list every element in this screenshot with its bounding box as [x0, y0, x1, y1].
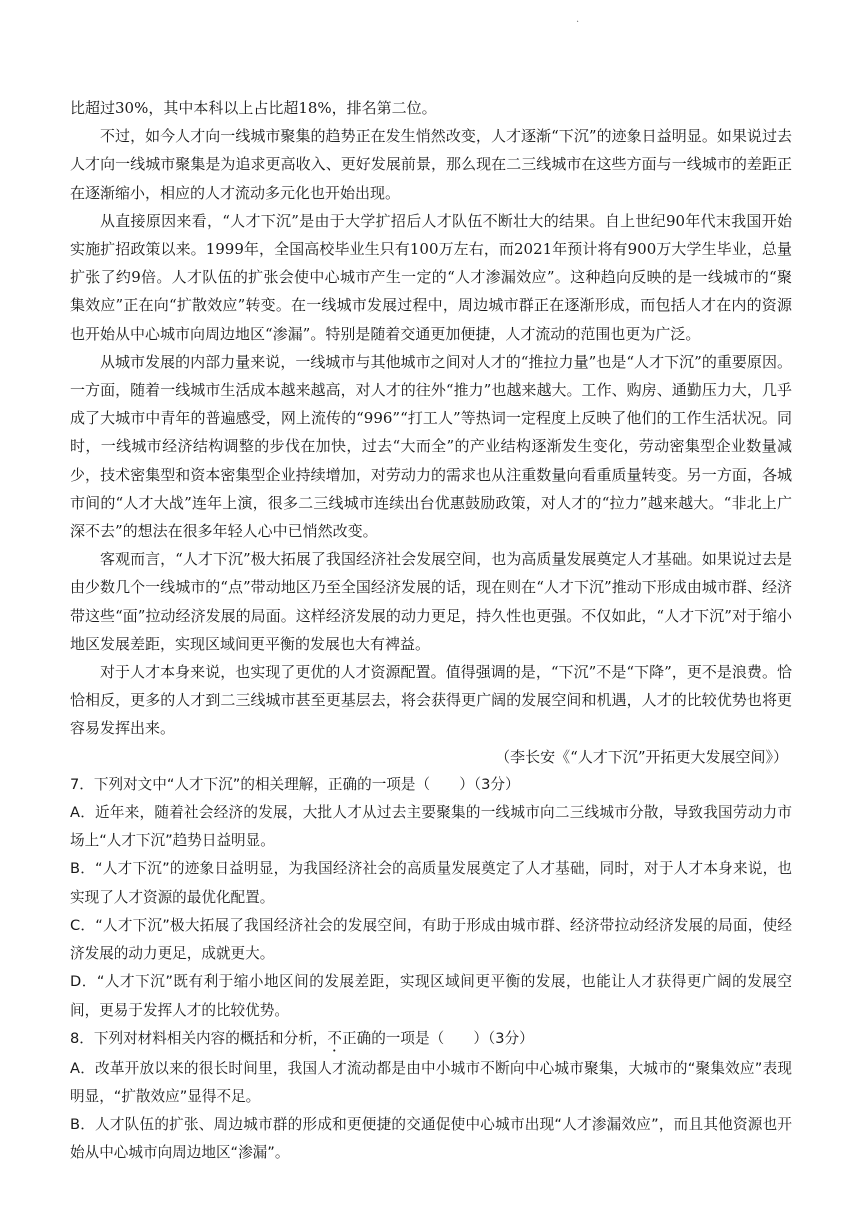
- question-8-stem-pre: 8．下列对材料相关内容的概括和分析，: [70, 1029, 328, 1047]
- question-7-option-a: A．近年来，随着社会经济的发展，大批人才从过去主要聚集的一线城市向二三线城市分散，导致我国劳动力市场上“人才下沉”趋势日益明显。: [70, 804, 792, 850]
- question-7-option-b: B．“人才下沉”的迹象日益明显，为我国经济社会的高质量发展奠定了人才基础，同时，对于人才本身来说，也实现了人才资源的最优化配置。: [70, 860, 792, 906]
- question-8: [70, 1025, 792, 1168]
- question-8-option-b: B．人才队伍的扩张、周边城市群的形成和更便捷的交通促使中心城市出现“人才渗漏效应”，而且其他资源也开始从中心城市向周边地区“渗漏”。: [70, 1116, 792, 1162]
- question-7-stem: 7．下列对文中“人才下沉”的相关理解，正确的一项是（ ）（3分）: [70, 775, 520, 793]
- question-8-emphasis-mark: 不: [327, 1029, 342, 1047]
- question-8-stem-post: 正确的一项是（ ）（3分）: [342, 1029, 534, 1047]
- question-7-option-c: C．“人才下沉”极大拓展了我国经济社会的发展空间，有助于形成由城市群、经济带拉动经济发展的局面，使经济发展的动力更足，成就更大。: [70, 916, 792, 963]
- passage-paragraph-4: 客观而言，“人才下沉”极大拓展了我国经济社会发展空间，也为高质量发展奠定人才基础。如果说过去是由少数几个一线城市的“点”带动地区乃至全国经济发展的话，现在则在“人才下沉”推动下形成由城市群、经济带这些“面”拉动经济发展的局面。这样经济发展的动力更足，持久性也更强。不仅如此，“人才下沉”对于缩小地区发展差距，实现区域间更平衡的发展也大有裨益。: [70, 550, 792, 653]
- page-header-mark: .: [576, 14, 580, 25]
- passage-paragraph-1: 不过，如今人才向一线城市聚集的趋势正在发生悄然改变，人才逐渐“下沉”的迹象日益明显。如果说过去人才向一线城市聚集是为追求更高收入、更好发展前景，那么现在二三线城市在这些方面与一线城市的差距正在逐渐缩小，相应的人才流动多元化也开始出现。: [70, 127, 792, 202]
- question-8-option-a: A．改革开放以来的很长时间里，我国人才流动都是由中小城市不断向中心城市聚集，大城市的“聚集效应”表现明显，“扩散效应”显得不足。: [70, 1059, 792, 1105]
- question-7-option-d: D．“人才下沉”既有利于缩小地区间的发展差距，实现区域间更平衡的发展，也能让人才获得更广阔的发展空间，更易于发挥人才的比较优势。: [70, 973, 792, 1019]
- passage-paragraph-5: 对于人才本身来说，也实现了更优的人才资源配置。值得强调的是，“下沉”不是“下降”，更不是浪费。恰恰相反，更多的人才到二三线城市甚至更基层去，将会获得更广阔的发展空间和机遇，人才的比较优势也将更容易发挥出来。: [70, 663, 792, 738]
- passage-source: （李长安《“人才下沉”开拓更大发展空间》）: [495, 747, 788, 766]
- passage-paragraph-2: 从直接原因来看，“人才下沉”是由于大学扩招后人才队伍不断壮大的结果。自上世纪90年代末我国开始实施扩招政策以来。1999年，全国高校毕业生只有100万左右，而2021年预计将有900万大学生毕业，总量扩张了约9倍。人才队伍的扩张会使中心城市产生一定的“人才渗漏效应”。这种趋向反映的是一线城市的“聚集效应”正在向“扩散效应”转变。在一线城市发展过程中，周边城市群正在逐渐形成，而包括人才在内的资源也开始从中心城市向周边地区“渗漏”。特别是随着交通更加便捷，人才流动的范围也更为广泛。: [70, 211, 792, 343]
- question-7: [70, 771, 792, 1025]
- passage-paragraph-3: 从城市发展的内部力量来说，一线城市与其他城市之间对人才的“推拉力量”也是“人才下沉”的重要原因。一方面，随着一线城市生活成本越来越高，对人才的往外“推力”也越来越大。工作、购房、通勤压力大，几乎成了大城市中青年的普遍感受，网上流传的“996”“打工人”等热词一定程度上反映了他们的工作生活状况。同时，一线城市经济结构调整的步伐在加快，过去“大而全”的产业结构逐渐发生变化，劳动密集型企业数量减少，技术密集型和资本密集型企业持续增加，对劳动力的需求也从注重数量向看重质量转变。另一方面，各城市间的“人才大战”连年上演，很多二三线城市连续出台优惠鼓励政策，对人才的“拉力”越来越大。“非北上广深不去”的想法在很多年轻人心中已悄然改变。: [70, 352, 792, 541]
- question-8-stem: [70, 1025, 792, 1055]
- passage-paragraph-0: 比超过30%，其中本科以上占比超18%，排名第二位。: [70, 99, 437, 117]
- document-page: [70, 94, 792, 1168]
